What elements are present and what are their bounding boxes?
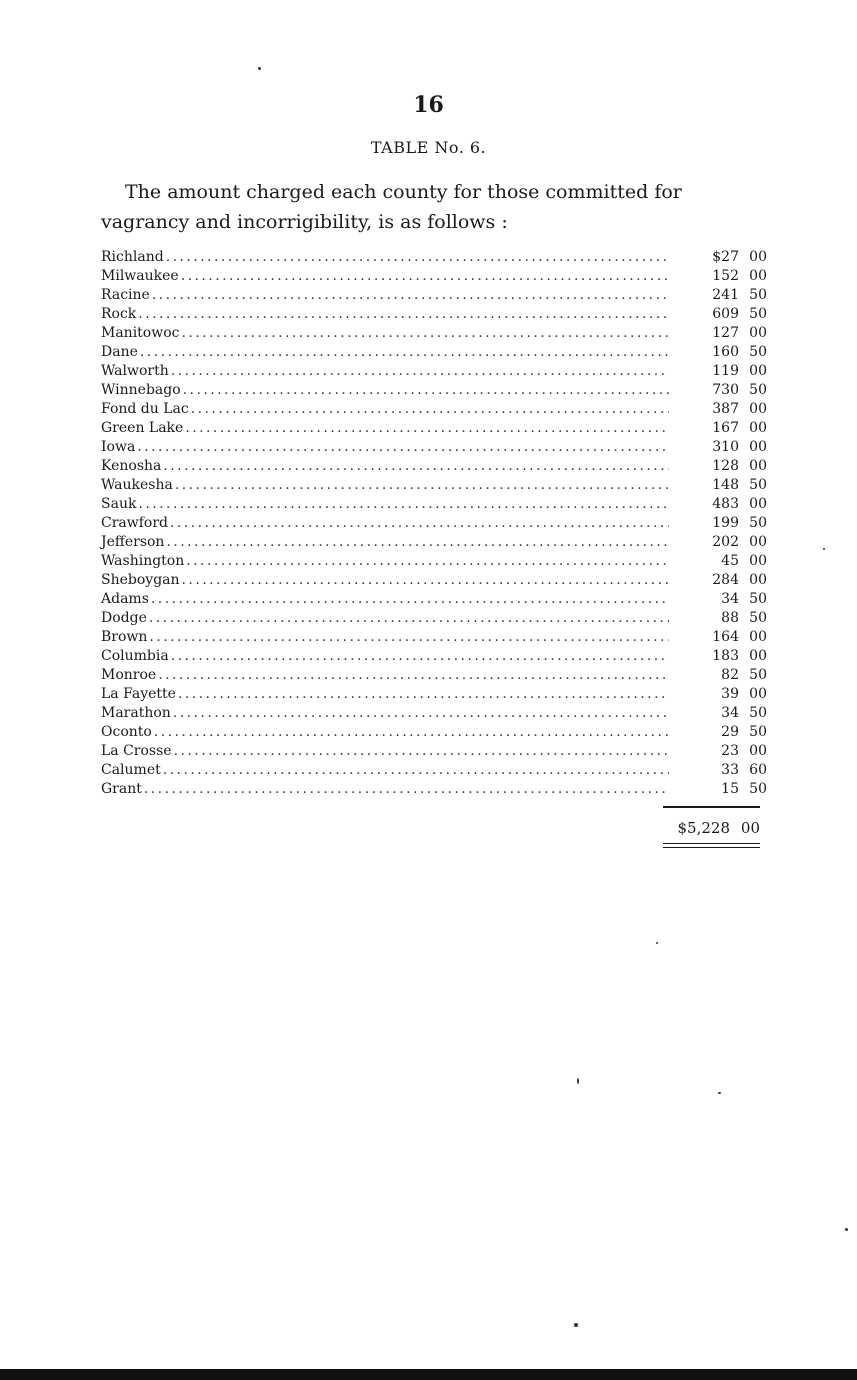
dot-leader bbox=[166, 248, 669, 267]
amount-cents: 00 bbox=[749, 325, 767, 341]
county-name: Rock bbox=[101, 306, 137, 322]
amount-dollars: 148 bbox=[712, 477, 739, 493]
dot-leader bbox=[171, 362, 669, 381]
county-name: Kenosha bbox=[101, 458, 162, 474]
table-row bbox=[101, 476, 767, 495]
amount-cents: 00 bbox=[749, 553, 767, 569]
amount-cents: 00 bbox=[749, 363, 767, 379]
county-name: Richland bbox=[101, 249, 164, 265]
amount-dollars: 34 bbox=[721, 591, 739, 607]
table-row bbox=[101, 533, 767, 552]
table-row bbox=[101, 457, 767, 476]
amount-dollars: 167 bbox=[712, 420, 739, 436]
amount-dollars: 15 bbox=[721, 781, 739, 797]
total-cents: 00 bbox=[740, 819, 760, 837]
county-name: Brown bbox=[101, 629, 148, 645]
amount-cents: 00 bbox=[749, 686, 767, 702]
amount-cents: 00 bbox=[749, 458, 767, 474]
amount-cents: 00 bbox=[749, 439, 767, 455]
table-row bbox=[101, 286, 767, 305]
dot-leader bbox=[149, 609, 669, 628]
amount-cents: 50 bbox=[749, 306, 767, 322]
county-name: Monroe bbox=[101, 667, 157, 683]
dot-leader bbox=[149, 628, 669, 647]
scan-speck bbox=[656, 942, 658, 944]
amount-dollars: 33 bbox=[721, 762, 739, 778]
county-name: Green Lake bbox=[101, 420, 184, 436]
county-charges-table bbox=[101, 248, 767, 799]
table-row bbox=[101, 666, 767, 685]
county-name: Walworth bbox=[101, 363, 169, 379]
county-name: Manitowoc bbox=[101, 325, 180, 341]
county-name: Winnebago bbox=[101, 382, 181, 398]
scan-speck bbox=[577, 1078, 579, 1084]
county-name: Adams bbox=[101, 591, 149, 607]
amount-dollars: 483 bbox=[712, 496, 739, 512]
amount-dollars: 241 bbox=[712, 287, 739, 303]
amount-cents: 50 bbox=[749, 610, 767, 626]
table-row bbox=[101, 324, 767, 343]
total-row bbox=[663, 817, 760, 839]
amount-dollars: 199 bbox=[712, 515, 739, 531]
table-row bbox=[101, 343, 767, 362]
table-row bbox=[101, 248, 767, 267]
scan-speck bbox=[718, 1092, 721, 1094]
county-name: La Crosse bbox=[101, 743, 172, 759]
amount-cents: 50 bbox=[749, 287, 767, 303]
amount-dollars: 34 bbox=[721, 705, 739, 721]
county-name: Washington bbox=[101, 553, 185, 569]
table-row bbox=[101, 514, 767, 533]
amount-dollars: 387 bbox=[712, 401, 739, 417]
dot-leader bbox=[158, 666, 669, 685]
dot-leader bbox=[144, 780, 669, 799]
county-name: Sheboygan bbox=[101, 572, 180, 588]
dot-leader bbox=[152, 286, 669, 305]
total-rule-top bbox=[663, 806, 760, 808]
amount-dollars: 23 bbox=[721, 743, 739, 759]
table-row bbox=[101, 685, 767, 704]
table-row bbox=[101, 742, 767, 761]
amount-dollars: 128 bbox=[712, 458, 739, 474]
dot-leader bbox=[174, 742, 669, 761]
dot-leader bbox=[182, 571, 669, 590]
county-name: La Fayette bbox=[101, 686, 176, 702]
table-row bbox=[101, 400, 767, 419]
amount-cents: 00 bbox=[749, 401, 767, 417]
table-row bbox=[101, 438, 767, 457]
amount-dollars: $27 bbox=[712, 249, 739, 265]
dot-leader bbox=[183, 381, 669, 400]
amount-dollars: 88 bbox=[721, 610, 739, 626]
amount-cents: 00 bbox=[749, 268, 767, 284]
amount-cents: 50 bbox=[749, 515, 767, 531]
dot-leader bbox=[154, 723, 669, 742]
amount-cents: 50 bbox=[749, 591, 767, 607]
table-row bbox=[101, 647, 767, 666]
table-row bbox=[101, 362, 767, 381]
total-dollars: $5,228 bbox=[677, 819, 730, 837]
table-row bbox=[101, 552, 767, 571]
county-name: Dodge bbox=[101, 610, 147, 626]
county-name: Dane bbox=[101, 344, 138, 360]
amount-dollars: 202 bbox=[712, 534, 739, 550]
amount-cents: 50 bbox=[749, 705, 767, 721]
table-row bbox=[101, 381, 767, 400]
amount-dollars: 29 bbox=[721, 724, 739, 740]
amount-dollars: 160 bbox=[712, 344, 739, 360]
dot-leader bbox=[181, 267, 669, 286]
amount-dollars: 183 bbox=[712, 648, 739, 664]
amount-dollars: 164 bbox=[712, 629, 739, 645]
amount-cents: 00 bbox=[749, 249, 767, 265]
scan-speck bbox=[823, 548, 825, 550]
amount-cents: 50 bbox=[749, 667, 767, 683]
county-name: Calumet bbox=[101, 762, 161, 778]
county-name: Marathon bbox=[101, 705, 171, 721]
amount-cents: 00 bbox=[749, 743, 767, 759]
amount-dollars: 45 bbox=[721, 553, 739, 569]
table-row bbox=[101, 495, 767, 514]
amount-dollars: 609 bbox=[712, 306, 739, 322]
amount-dollars: 284 bbox=[712, 572, 739, 588]
table-row bbox=[101, 780, 767, 799]
amount-cents: 00 bbox=[749, 629, 767, 645]
table-row bbox=[101, 590, 767, 609]
amount-cents: 00 bbox=[749, 496, 767, 512]
amount-cents: 00 bbox=[749, 420, 767, 436]
scan-speck bbox=[845, 1228, 848, 1231]
scan-speck bbox=[258, 67, 261, 70]
dot-leader bbox=[137, 438, 669, 457]
county-name: Waukesha bbox=[101, 477, 173, 493]
county-name: Racine bbox=[101, 287, 150, 303]
amount-cents: 50 bbox=[749, 477, 767, 493]
dot-leader bbox=[170, 514, 669, 533]
dot-leader bbox=[173, 704, 669, 723]
table-row bbox=[101, 305, 767, 324]
amount-cents: 50 bbox=[749, 724, 767, 740]
amount-cents: 50 bbox=[749, 344, 767, 360]
amount-cents: 00 bbox=[749, 534, 767, 550]
amount-cents: 00 bbox=[749, 648, 767, 664]
amount-dollars: 119 bbox=[712, 363, 739, 379]
intro-paragraph: The amount charged each county for those committed for vagrancy and incorrigibility, is as follows : bbox=[101, 181, 682, 233]
county-name: Crawford bbox=[101, 515, 168, 531]
dot-leader bbox=[181, 324, 669, 343]
dot-leader bbox=[151, 590, 669, 609]
total-rule-bottom bbox=[663, 843, 760, 848]
dot-leader bbox=[171, 647, 669, 666]
amount-cents: 60 bbox=[749, 762, 767, 778]
county-name: Fond du Lac bbox=[101, 401, 189, 417]
county-name: Iowa bbox=[101, 439, 136, 455]
table-row bbox=[101, 571, 767, 590]
table-title: TABLE No. 6. bbox=[370, 138, 487, 157]
county-name: Jefferson bbox=[101, 534, 165, 550]
table-row bbox=[101, 419, 767, 438]
amount-dollars: 127 bbox=[712, 325, 739, 341]
amount-cents: 50 bbox=[749, 382, 767, 398]
dot-leader bbox=[191, 400, 669, 419]
dot-leader bbox=[138, 495, 669, 514]
dot-leader bbox=[163, 761, 669, 780]
county-name: Grant bbox=[101, 781, 142, 797]
table-row bbox=[101, 628, 767, 647]
county-name: Milwaukee bbox=[101, 268, 179, 284]
amount-dollars: 730 bbox=[712, 382, 739, 398]
table-row bbox=[101, 704, 767, 723]
dot-leader bbox=[140, 343, 669, 362]
dot-leader bbox=[138, 305, 669, 324]
county-name: Sauk bbox=[101, 496, 137, 512]
dot-leader bbox=[163, 457, 669, 476]
amount-dollars: 82 bbox=[721, 667, 739, 683]
dot-leader bbox=[185, 419, 669, 438]
scan-speck bbox=[574, 1323, 578, 1327]
amount-dollars: 39 bbox=[721, 686, 739, 702]
table-row bbox=[101, 609, 767, 628]
amount-cents: 00 bbox=[749, 572, 767, 588]
amount-cents: 50 bbox=[749, 781, 767, 797]
dot-leader bbox=[166, 533, 669, 552]
table-row bbox=[101, 761, 767, 780]
dot-leader bbox=[186, 552, 669, 571]
page-number: 16 bbox=[413, 92, 444, 118]
county-name: Oconto bbox=[101, 724, 152, 740]
county-name: Columbia bbox=[101, 648, 169, 664]
scan-edge-bar bbox=[0, 1369, 857, 1380]
table-row bbox=[101, 723, 767, 742]
amount-dollars: 310 bbox=[712, 439, 739, 455]
table-row bbox=[101, 267, 767, 286]
amount-dollars: 152 bbox=[712, 268, 739, 284]
dot-leader bbox=[178, 685, 669, 704]
dot-leader bbox=[175, 476, 669, 495]
